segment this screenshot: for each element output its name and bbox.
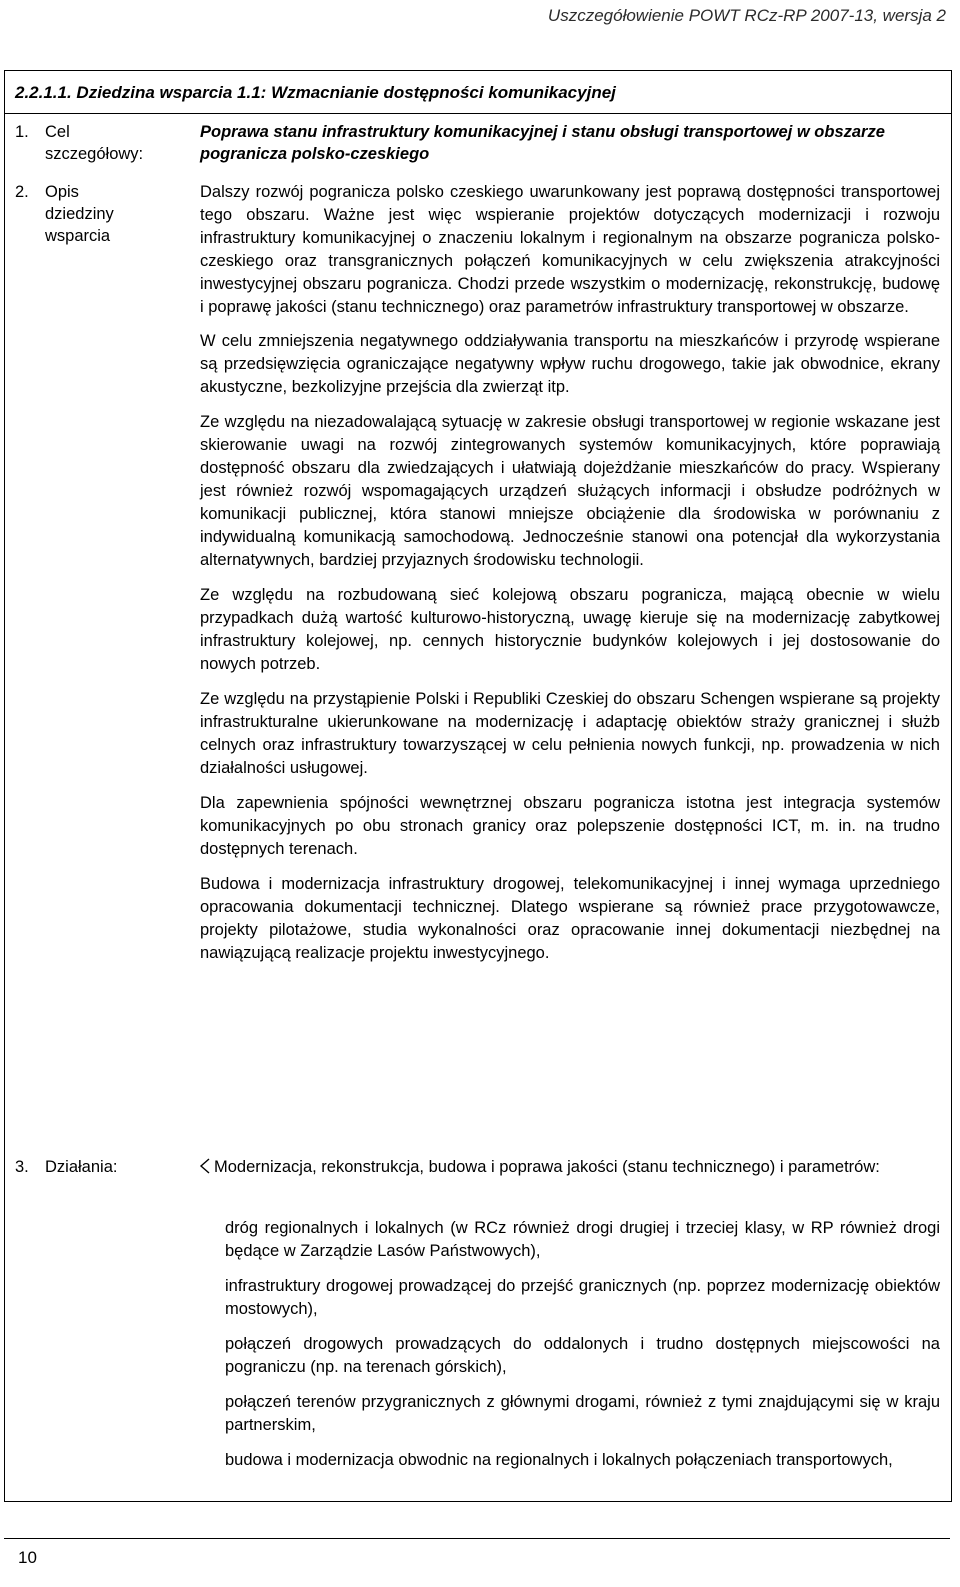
opis-label-line1: Opis <box>45 183 79 201</box>
opis-paragraph: Ze względu na niezadowalającą sytuację w zakresie obsługi transportowej w regionie wskazane jest skierowanie uwagi na rozwój zintegrowanych systemów komunikacyjnych, które poprawiają dostępność obszaru dla zwiedzających i ułatwiają dojeżdżanie mieszkańców do pracy. Wspierany jest również rozwój wspomagających urządzeń służących informacji i obsłudze podróżnych w komunikacji publicznej, która stanowi mniejsze obciążenie dla środowiska w porównaniu z indywidualną komunikacją samochodową. Jednocześnie stanowi ona potencjał dla wykorzystania alternatywnych, bardziej przyjaznych środowisku technologii. <box>200 413 940 569</box>
dzialania-list <box>225 1217 940 1484</box>
opis-paragraph: W celu zmniejszenia negatywnego oddziaływania transportu na mieszkańców i przyrodę wspierane są przedsięwzięcia ograniczające negatywny wpływ ruchu drogowego, takie jak obwodnice, ekrany akustyczne, bezkolizyjne przejścia dla zwierząt itp. <box>200 332 940 396</box>
opis-paragraph: Dla zapewnienia spójności wewnętrznej obszaru pogranicza istotna jest integracja systemów komunikacyjnych po obu stronach granicy oraz polepszenie dostępności ICT, m. in. na trudno dostępnych terenach. <box>200 794 940 858</box>
opis-paragraph: Ze względu na rozbudowaną sieć kolejową obszaru pogranicza, mającą obecnie w wielu przypadkach dużą wartość kulturowo-historyczną, uwagę kieruje się na modernizację zabytkowej infrastruktury kolejowej, np. cennych historycznie budynków kolejowych i jej dostosowanie do nowych potrzeb. <box>200 586 940 673</box>
content-table <box>4 70 952 1502</box>
dzialania-label-text: Działania: <box>45 1158 118 1176</box>
opis-paragraph: Budowa i modernizacja infrastruktury drogowej, telekomunikacyjnej i innej wymaga uprzedniego opracowania dokumentacji technicznej. Dlatego wspierane są również prace przygotowawcze, projekty pilotażowe, studia wykonalności oraz opracowanie innej dokumentacji niezbędnej na nawiązującą realizacje projektu inwestycyjnego. <box>200 875 940 962</box>
dzialania-label <box>15 1156 117 1178</box>
section-title: 2.2.1.1. Dziedzina wsparcia 1.1: Wzmacnianie dostępności komunikacyjnej <box>15 83 616 102</box>
running-header: Uszczegółowienie POWT RCz-RP 2007-13, wersja 2 <box>547 6 946 25</box>
dzialania-number: 3. <box>15 1158 29 1176</box>
footer-rule <box>4 1538 950 1539</box>
opis-paragraph: Ze względu na przystąpienie Polski i Republiki Czeskiej do obszaru Schengen wspierane są projekty infrastrukturalne ukierunkowane na modernizację i adaptację obiektów straży granicznej i służb celnych oraz infrastruktury towarzyszącej w celu pełnienia nowych funkcji, np. prowadzenia w nich działalności usługowej. <box>200 690 940 777</box>
list-item: połączeń terenów przygranicznych z głównymi drogami, również z tymi znajdującymi się w kraju partnerskim, <box>225 1393 940 1434</box>
list-item: połączeń drogowych prowadzących do oddalonych i trudno dostępnych miejscowości na pograniczu (np. na terenach górskich), <box>225 1335 940 1376</box>
list-item: budowa i modernizacja obwodnic na regionalnych i lokalnych połączeniach transportowych, <box>225 1451 893 1469</box>
opis-label <box>15 181 114 247</box>
page-number: 10 <box>18 1548 37 1567</box>
list-item: infrastruktury drogowej prowadzącej do przejść granicznych (np. poprzez modernizację obiektów mostowych), <box>225 1277 940 1318</box>
cel-label-line2: szczegółowy: <box>45 145 144 163</box>
title-divider <box>5 113 951 114</box>
opis-paragraph: Dalszy rozwój pogranicza polsko czeskiego uwarunkowany jest poprawą dostępności transportowej tego obszaru. Ważne jest więc wspieranie projektów dotyczących modernizacji i rozwoju infrastruktury komunikacyjnej o znaczeniu lokalnym i regionalnym na obszarze pogranicza polsko-czeskiego oraz transgranicznych połączeń komunikacyjnych w celu zwiększenia atrakcyjności inwestycyjnej obszaru pogranicza. Chodzi przede wszystkim o modernizację, rekonstrukcję, budowę i poprawę jakości (stanu technicznego) oraz parametrów infrastruktury transportowej w obszarze. <box>200 183 940 316</box>
list-item: dróg regionalnych i lokalnych (w RCz również drogi drugiej i trzeciej klasy, w RP również drogi będące w Zarządzie Lasów Państwowych), <box>225 1219 940 1260</box>
opis-number: 2. <box>15 183 29 201</box>
opis-text <box>200 181 940 977</box>
opis-label-line2: dziedziny <box>45 205 114 223</box>
cel-text: Poprawa stanu infrastruktury komunikacyjnej i stanu obsługi transportowej w obszarze pogranicza polsko-czeskiego <box>200 123 885 163</box>
cel-label-line1: Cel <box>45 123 70 141</box>
opis-label-line3: wsparcia <box>45 227 111 245</box>
dzialania-intro <box>200 1156 940 1179</box>
cel-label <box>15 121 143 165</box>
cel-number: 1. <box>15 123 29 141</box>
arrow-bullet-icon <box>198 1158 210 1174</box>
dzialania-intro-text: Modernizacja, rekonstrukcja, budowa i poprawa jakości (stanu technicznego) i parametrów: <box>214 1158 880 1176</box>
